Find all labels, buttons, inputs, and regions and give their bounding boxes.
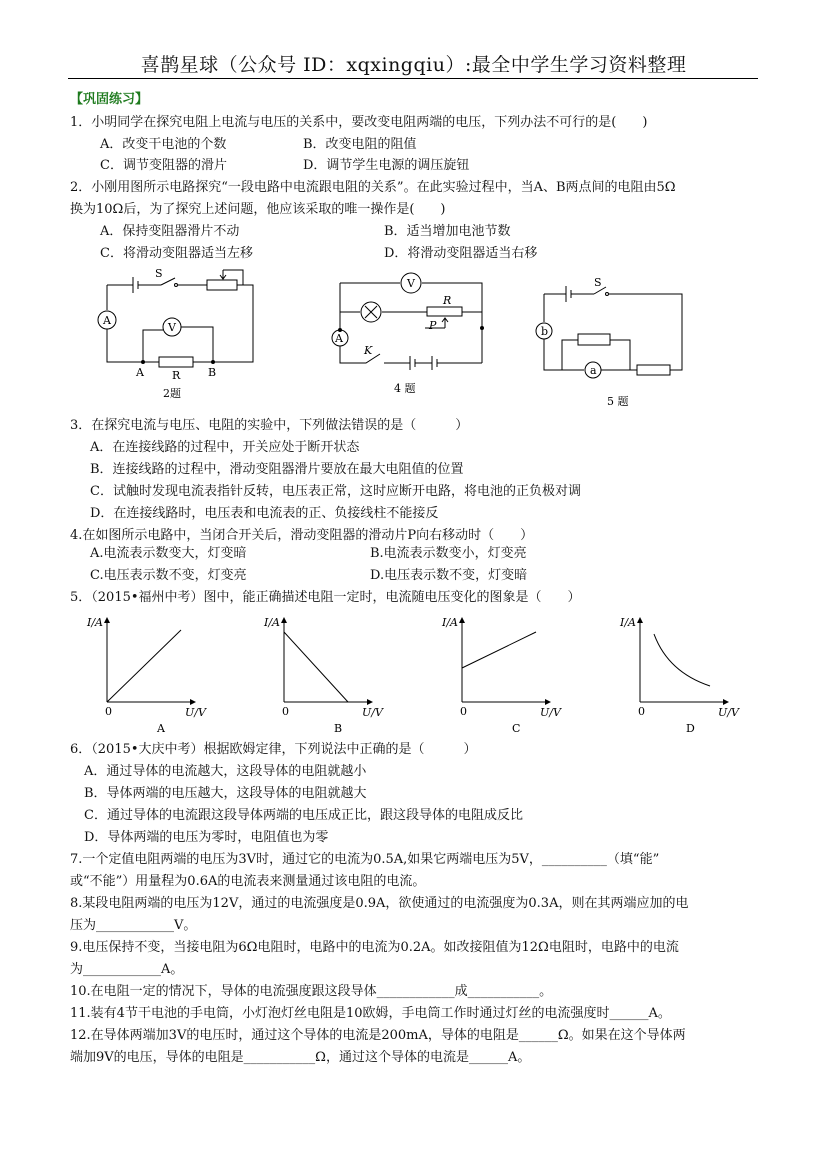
- graph-b-ylabel: I/A: [264, 616, 280, 629]
- q6-option-c: C．通过导体的电流跟这段导体两端的电压成正比，跟这段导体的电阻成反比: [84, 808, 523, 823]
- q5-graphs: [85, 612, 745, 737]
- q1-option-c: C．调节变阻器的滑片: [100, 158, 227, 173]
- q11-line1: 11.装有4节干电池的手电筒，小灯泡灯丝电阻是10欧姆，手电筒工作时通过灯丝的电流强度时______A。: [70, 1006, 671, 1021]
- fig4-voltmeter-label: V: [407, 277, 415, 290]
- fig5-switch-label: S: [594, 276, 602, 289]
- header-rule: [68, 78, 758, 79]
- q6-stem: 6．（2015•大庆中考）根据欧姆定律，下列说法中正确的是（ ）: [70, 742, 477, 757]
- q4-option-d: D.电压表示数不变，灯变暗: [370, 568, 528, 583]
- graph-c: [441, 616, 562, 735]
- graph-b-line: [284, 632, 348, 702]
- graph-d-origin: 0: [638, 705, 645, 718]
- fig4-caption: 4 题: [394, 382, 416, 395]
- q4-stem: 4.在如图所示电路中，当闭合开关后，滑动变阻器的滑动片P向右移动时（ ）: [70, 528, 534, 543]
- q3-option-b: B．连接线路的过程中，滑动变阻器滑片要放在最大电阻值的位置: [90, 462, 464, 477]
- graph-b: [263, 616, 384, 735]
- q8-line1: 8.某段电阻两端的电压为12V，通过的电流强度是0.9A，欲使通过的电流强度为0.3A，则在其两端应加的电: [70, 896, 689, 911]
- q5-stem: 5．（2015•福州中考）图中，能正确描述电阻一定时，电流随电压变化的图象是（ ）: [70, 590, 581, 605]
- fig5-meter-a-label: a: [590, 364, 597, 377]
- q2-option-b: B．适当增加电池节数: [384, 224, 511, 239]
- q12-line1: 12.在导体两端加3V的电压时，通过这个导体的电流是200mA，导体的电阻是______Ω。如果在这个导体两: [70, 1028, 686, 1043]
- fig4-ammeter-label: A: [335, 332, 343, 345]
- q4-option-b: B.电流表示数变小，灯变亮: [370, 546, 527, 561]
- page-header-title: 喜鹊星球（公众号 ID：xqxingqiu）:最全中学生学习资料整理: [140, 54, 687, 76]
- graph-c-xlabel: U/V: [540, 706, 561, 719]
- fig4-slider-label: P: [429, 319, 437, 332]
- q12-line2: 端加9V的电压，导体的电阻是___________Ω，通过这个导体的电流是______A。: [70, 1050, 531, 1065]
- q3-stem: 3．在探究电流与电压、电阻的实验中，下列做法错误的是（ ）: [70, 418, 469, 433]
- q3-option-c: C．试触时发现电流表指针反转，电压表正常，这时应断开电路，将电池的正负极对调: [90, 484, 581, 499]
- q3-option-a: A．在连接线路的过程中，开关应处于断开状态: [90, 440, 360, 455]
- graph-d-ylabel: I/A: [620, 616, 636, 629]
- q1-stem: 1．小明同学在探究电阻上电流与电压的关系中，要改变电阻两端的电压，下列办法不可行的是( ): [70, 115, 648, 130]
- graph-c-line: [462, 632, 536, 668]
- q6-option-a: A．通过导体的电流越大，这段导体的电阻就越小: [84, 764, 367, 779]
- fig2-caption: 2题: [163, 387, 181, 400]
- fig2-resistor-label: R: [172, 369, 181, 382]
- q1-option-d: D．调节学生电源的调压旋钮: [303, 158, 470, 173]
- circuit-figure-5: [532, 272, 692, 412]
- graph-d: [619, 616, 740, 735]
- graph-a-origin: 0: [105, 705, 112, 718]
- q1-option-a: A．改变干电池的个数: [100, 137, 227, 152]
- q1-option-b: B．改变电阻的阻值: [303, 137, 417, 152]
- graph-b-origin: 0: [282, 705, 289, 718]
- fig2-switch-label: S: [155, 267, 163, 280]
- q9-line2: 为____________A。: [70, 962, 184, 977]
- q7-line2: 或“不能”）用量程为0.6A的电流表来测量通过该电阻的电流。: [70, 874, 426, 889]
- graph-d-curve: [654, 634, 710, 686]
- q2-stem-line2: 换为10Ω后，为了探究上述问题，他应该采取的唯一操作是( ): [70, 202, 446, 217]
- q4-option-a: A.电流表示数变大，灯变暗: [90, 546, 247, 561]
- fig4-switch-label: K: [364, 344, 373, 357]
- graph-b-xlabel: U/V: [362, 706, 383, 719]
- graph-b-caption: B: [334, 722, 343, 735]
- graph-a: [86, 616, 207, 735]
- graph-c-origin: 0: [460, 705, 467, 718]
- q2-option-c: C．将滑动变阻器适当左移: [100, 246, 253, 261]
- fig2-ammeter-label: A: [103, 314, 111, 327]
- fig2-voltmeter-label: V: [168, 321, 176, 334]
- q6-option-d: D．导体两端的电压为零时，电阻值也为零: [84, 830, 329, 845]
- q2-stem-line1: 2．小刚用图所示电路探究“一段电路中电流跟电阻的关系”。在此实验过程中，当A、B两点间的电阻由5Ω: [70, 180, 676, 195]
- graph-c-caption: C: [512, 722, 521, 735]
- graph-d-xlabel: U/V: [718, 706, 739, 719]
- section-title: 【巩固练习】: [70, 92, 149, 107]
- circuit-figure-4: [322, 268, 492, 400]
- graph-a-line: [107, 630, 181, 702]
- fig5-meter-b-label: b: [541, 325, 549, 338]
- fig4-rheostat-label: R: [443, 294, 452, 307]
- q7-line1: 7.一个定值电阻两端的电压为3V时，通过它的电流为0.5A,如果它两端电压为5V，__________（填“能”: [70, 852, 660, 867]
- q10-line1: 10.在电阻一定的情况下，导体的电流强度跟这段导体____________成___________。: [70, 984, 553, 999]
- q6-option-b: B．导体两端的电压越大，这段导体的电阻就越大: [84, 786, 367, 801]
- circuit-figure-2: [95, 265, 265, 405]
- graph-a-ylabel: I/A: [87, 616, 103, 629]
- fig2-point-a: A: [136, 366, 144, 379]
- q2-option-d: D．将滑动变阻器适当右移: [384, 246, 538, 261]
- q8-line2: 压为____________V。: [70, 918, 197, 933]
- graph-d-caption: D: [686, 722, 695, 735]
- q2-option-a: A．保持变阻器滑片不动: [100, 224, 240, 239]
- graph-a-caption: A: [157, 722, 165, 735]
- graph-c-ylabel: I/A: [442, 616, 458, 629]
- fig5-caption: 5 题: [607, 395, 629, 408]
- graph-a-xlabel: U/V: [185, 706, 206, 719]
- q4-option-c: C.电压表示数不变，灯变亮: [90, 568, 247, 583]
- q9-line1: 9.电压保持不变，当接电阻为6Ω电阻时，电路中的电流为0.2A。如改接阻值为12Ω电阻时，电路中的电流: [70, 940, 679, 955]
- fig2-point-b: B: [208, 366, 217, 379]
- q3-option-d: D．在连接线路时，电压表和电流表的正、负接线柱不能接反: [90, 506, 439, 521]
